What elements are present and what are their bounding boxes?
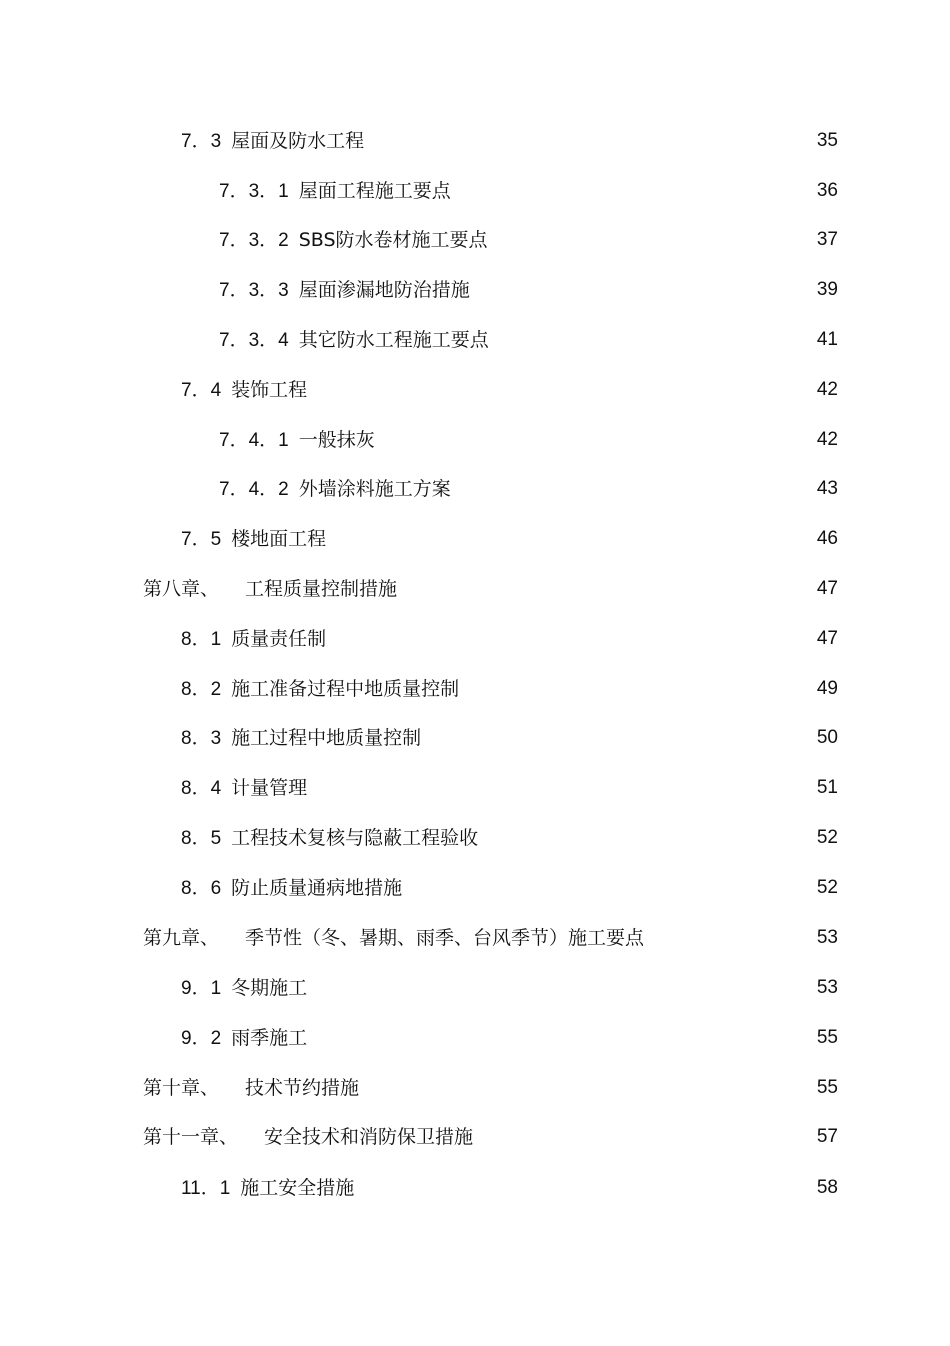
toc-entry-number: 9．2	[181, 1028, 222, 1049]
toc-entry-9-1[interactable]	[181, 973, 307, 1003]
toc-entry-7-3-4[interactable]	[219, 325, 489, 355]
toc-entry-number: 第十章、	[143, 1077, 220, 1099]
toc-entry-number: 第九章、	[143, 927, 220, 949]
toc-entry-page: 42	[816, 429, 838, 450]
toc-entry-8-6[interactable]	[181, 873, 402, 903]
toc-entry-title: 楼地面工程	[231, 528, 327, 550]
toc-entry-page: 47	[816, 578, 838, 599]
toc-entry-11-1[interactable]	[181, 1173, 354, 1203]
toc-entry-title: 防止质量通病地措施	[231, 877, 403, 899]
toc-entry-number: 8．1	[181, 629, 222, 650]
toc-entry-number: 7．4．1	[219, 430, 289, 451]
toc-entry-8-5[interactable]	[181, 823, 478, 853]
toc-entry-title: 工程技术复核与隐蔽工程验收	[231, 827, 479, 849]
toc-entry-title: 施工安全措施	[240, 1177, 355, 1199]
toc-entry-page: 37	[816, 229, 838, 250]
toc-entry-9-2[interactable]	[181, 1023, 307, 1053]
toc-entry-title: 其它防水工程施工要点	[298, 329, 489, 351]
toc-entry-title: 季节性（冬、暑期、雨季、台风季节）施工要点	[245, 927, 645, 949]
toc-entry-number: 7．3．3	[219, 280, 289, 301]
toc-entry-number: 8．4	[181, 778, 222, 799]
toc-entry-title: 施工准备过程中地质量控制	[231, 678, 460, 700]
toc-entry-number: 8．6	[181, 878, 222, 899]
toc-entry-7-4-2[interactable]	[219, 474, 451, 504]
toc-entry-page: 55	[816, 1077, 838, 1098]
toc-entry-page: 50	[816, 727, 838, 748]
toc-entry-page: 53	[816, 977, 838, 998]
toc-entry-page: 41	[816, 329, 838, 350]
toc-entry-title: 施工过程中地质量控制	[231, 727, 422, 749]
toc-entry-title: SBS防水卷材施工要点	[298, 229, 488, 251]
toc-entry-number: 9．1	[181, 978, 222, 999]
toc-entry-7-4[interactable]	[181, 375, 307, 405]
toc-entry-page: 52	[816, 877, 838, 898]
toc-entry-number: 7．3	[181, 131, 222, 152]
toc-entry-page: 52	[816, 827, 838, 848]
toc-entry-number: 7．3．2	[219, 230, 289, 251]
toc-entry-chapter-9[interactable]	[143, 923, 644, 953]
toc-entry-page: 58	[816, 1177, 838, 1198]
toc-entry-number: 7．4	[181, 380, 222, 401]
toc-entry-7-3-3[interactable]	[219, 275, 470, 305]
toc-entry-page: 43	[816, 478, 838, 499]
toc-entry-7-3-2[interactable]	[219, 225, 488, 255]
toc-entry-title: 冬期施工	[231, 977, 308, 999]
toc-entry-number: 8．2	[181, 679, 222, 700]
toc-entry-number: 第十一章、	[143, 1126, 239, 1148]
toc-entry-title: 质量责任制	[231, 628, 327, 650]
toc-entry-page: 36	[816, 180, 838, 201]
toc-entry-title: 一般抹灰	[298, 429, 375, 451]
toc-entry-number: 7．4．2	[219, 479, 289, 500]
toc-entry-page: 46	[816, 528, 838, 549]
toc-entry-7-4-1[interactable]	[219, 425, 375, 455]
toc-entry-page: 53	[816, 927, 838, 948]
toc-entry-title: 屋面渗漏地防治措施	[298, 279, 470, 301]
toc-entry-page: 42	[816, 379, 838, 400]
toc-entry-7-5[interactable]	[181, 524, 326, 554]
toc-entry-number: 8．3	[181, 728, 222, 749]
toc-entry-page: 51	[816, 777, 838, 798]
toc-entry-7-3-1[interactable]	[219, 176, 451, 206]
toc-entry-page: 39	[816, 279, 838, 300]
toc-entry-page: 55	[816, 1027, 838, 1048]
toc-entry-chapter-8[interactable]	[143, 574, 397, 604]
toc-entry-chapter-10[interactable]	[143, 1073, 359, 1103]
toc-entry-page: 49	[816, 678, 838, 699]
toc-entry-title: 工程质量控制措施	[245, 578, 398, 600]
toc-entry-page: 57	[816, 1126, 838, 1147]
toc-entry-title: 装饰工程	[231, 379, 308, 401]
toc-entry-page: 35	[816, 130, 838, 151]
toc-entry-number: 第八章、	[143, 578, 220, 600]
toc-entry-title: 雨季施工	[231, 1027, 308, 1049]
toc-entry-title: 屋面工程施工要点	[298, 180, 451, 202]
toc-entry-8-4[interactable]	[181, 773, 307, 803]
toc-entry-number: 7．3．1	[219, 181, 289, 202]
toc-entry-title: 外墙涂料施工方案	[298, 478, 451, 500]
toc-entry-title: 安全技术和消防保卫措施	[264, 1126, 474, 1148]
toc-entry-8-1[interactable]	[181, 624, 326, 654]
toc-entry-7-3[interactable]	[181, 126, 364, 156]
toc-entry-number: 11．1	[181, 1178, 231, 1199]
toc-entry-title: 屋面及防水工程	[231, 130, 365, 152]
toc-entry-title: 计量管理	[231, 777, 308, 799]
toc-entry-number: 7．3．4	[219, 330, 289, 351]
toc-entry-chapter-11[interactable]	[143, 1122, 473, 1152]
toc-entry-number: 7．5	[181, 529, 222, 550]
toc-entry-8-3[interactable]	[181, 723, 421, 753]
toc-entry-title: 技术节约措施	[245, 1077, 360, 1099]
toc-entry-8-2[interactable]	[181, 674, 459, 704]
toc-entry-number: 8．5	[181, 828, 222, 849]
toc-entry-page: 47	[816, 628, 838, 649]
